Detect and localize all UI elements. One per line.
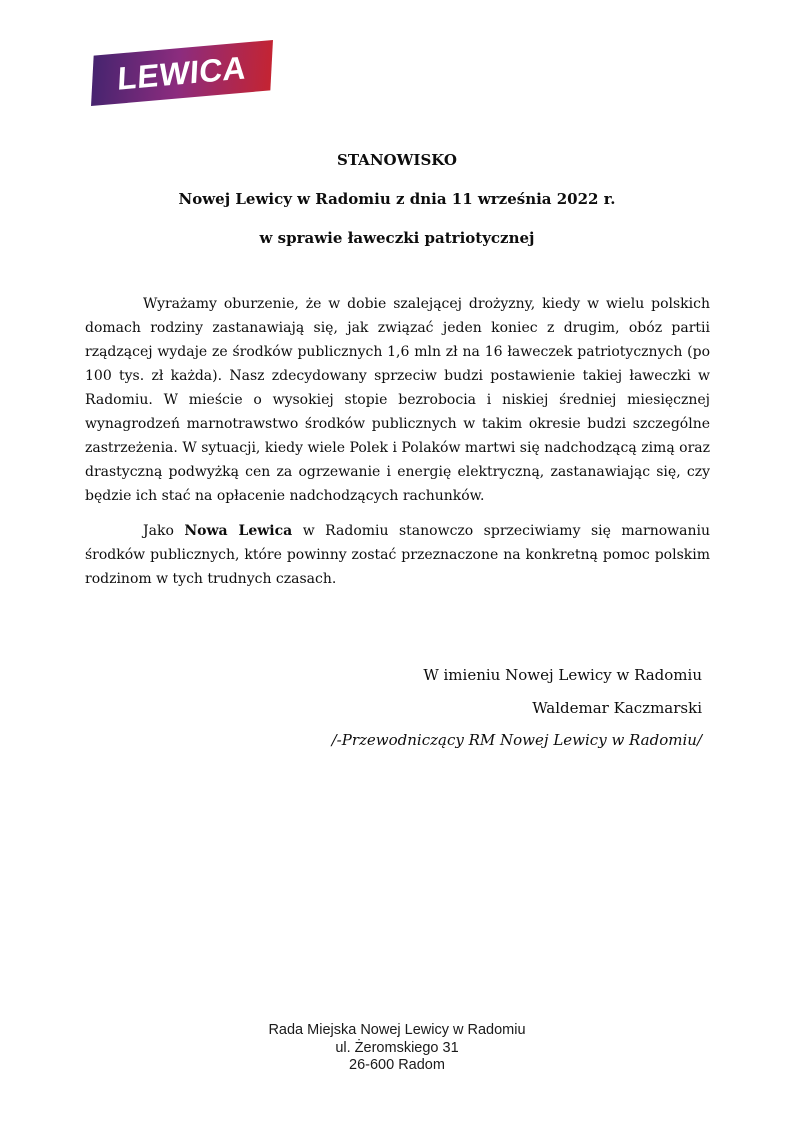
paragraph-2-prefix: Jako [143, 523, 185, 539]
signature-block [85, 659, 702, 757]
footer-street: ul. Żeromskiego 31 [335, 1039, 459, 1056]
document-subtitle-subject: w sprawie ławeczki patriotycznej [259, 229, 535, 247]
paragraph-2-suffix: w Radomiu stanowczo sprzeciwiamy się marnowaniu środków publicznych, które powinny zostać przeznaczone na konkretną pomoc polskim rodzinom w tych trudnych czasach. [85, 523, 710, 587]
lewica-logo-text: LEWICA [116, 49, 248, 97]
document-body [85, 292, 710, 591]
document-heading [0, 141, 794, 258]
document-title: STANOWISKO [337, 151, 457, 169]
footer-city: 26-600 Radom [349, 1057, 445, 1073]
footer-organization: Rada Miejska Nowej Lewicy w Radomiu [268, 1022, 526, 1038]
paragraph-2-emphasis: Nowa Lewica [184, 523, 293, 539]
body-paragraph-1: Wyrażamy oburzenie, że w dobie szalejącej drożyzny, kiedy w wielu polskich domach rodziny zastanawiają się, jak związać jeden koniec z drugim, obóz partii rządzącej wydaje ze środków publicznych 1,6 mln zł na 16 ławeczek patriotycznych (po 100 tys. zł każda). Nasz zdecydowany sprzeciw budzi postawienie takiej ławeczki w Radomiu. W mieście o wysokiej stopie bezrobocia i niskiej średniej miesięcznej wynagrodzeń marnotrawstwo środków publicznych w takim okresie budzi szczególne zastrzeżenia. W sytuacji, kiedy wiele Polek i Polaków martwi się nadchodzącą zimą oraz drastyczną podwyżką cen za ogrzewanie i energię elektryczną, zastanawiając się, czy będzie ich stać na opłacenie nadchodzących rachunków. [85, 296, 710, 504]
signature-name: Waldemar Kaczmarski [532, 698, 702, 717]
lewica-logo [91, 40, 273, 106]
footer-address [0, 1022, 794, 1075]
document-subtitle-date: Nowej Lewicy w Radomiu z dnia 11 września 2022 r. [178, 190, 616, 208]
body-paragraph-2 [85, 519, 710, 591]
signature-role: /-Przewodniczący RM Nowej Lewicy w Radomiu/ [331, 731, 702, 749]
signature-on-behalf: W imieniu Nowej Lewicy w Radomiu [423, 666, 702, 684]
